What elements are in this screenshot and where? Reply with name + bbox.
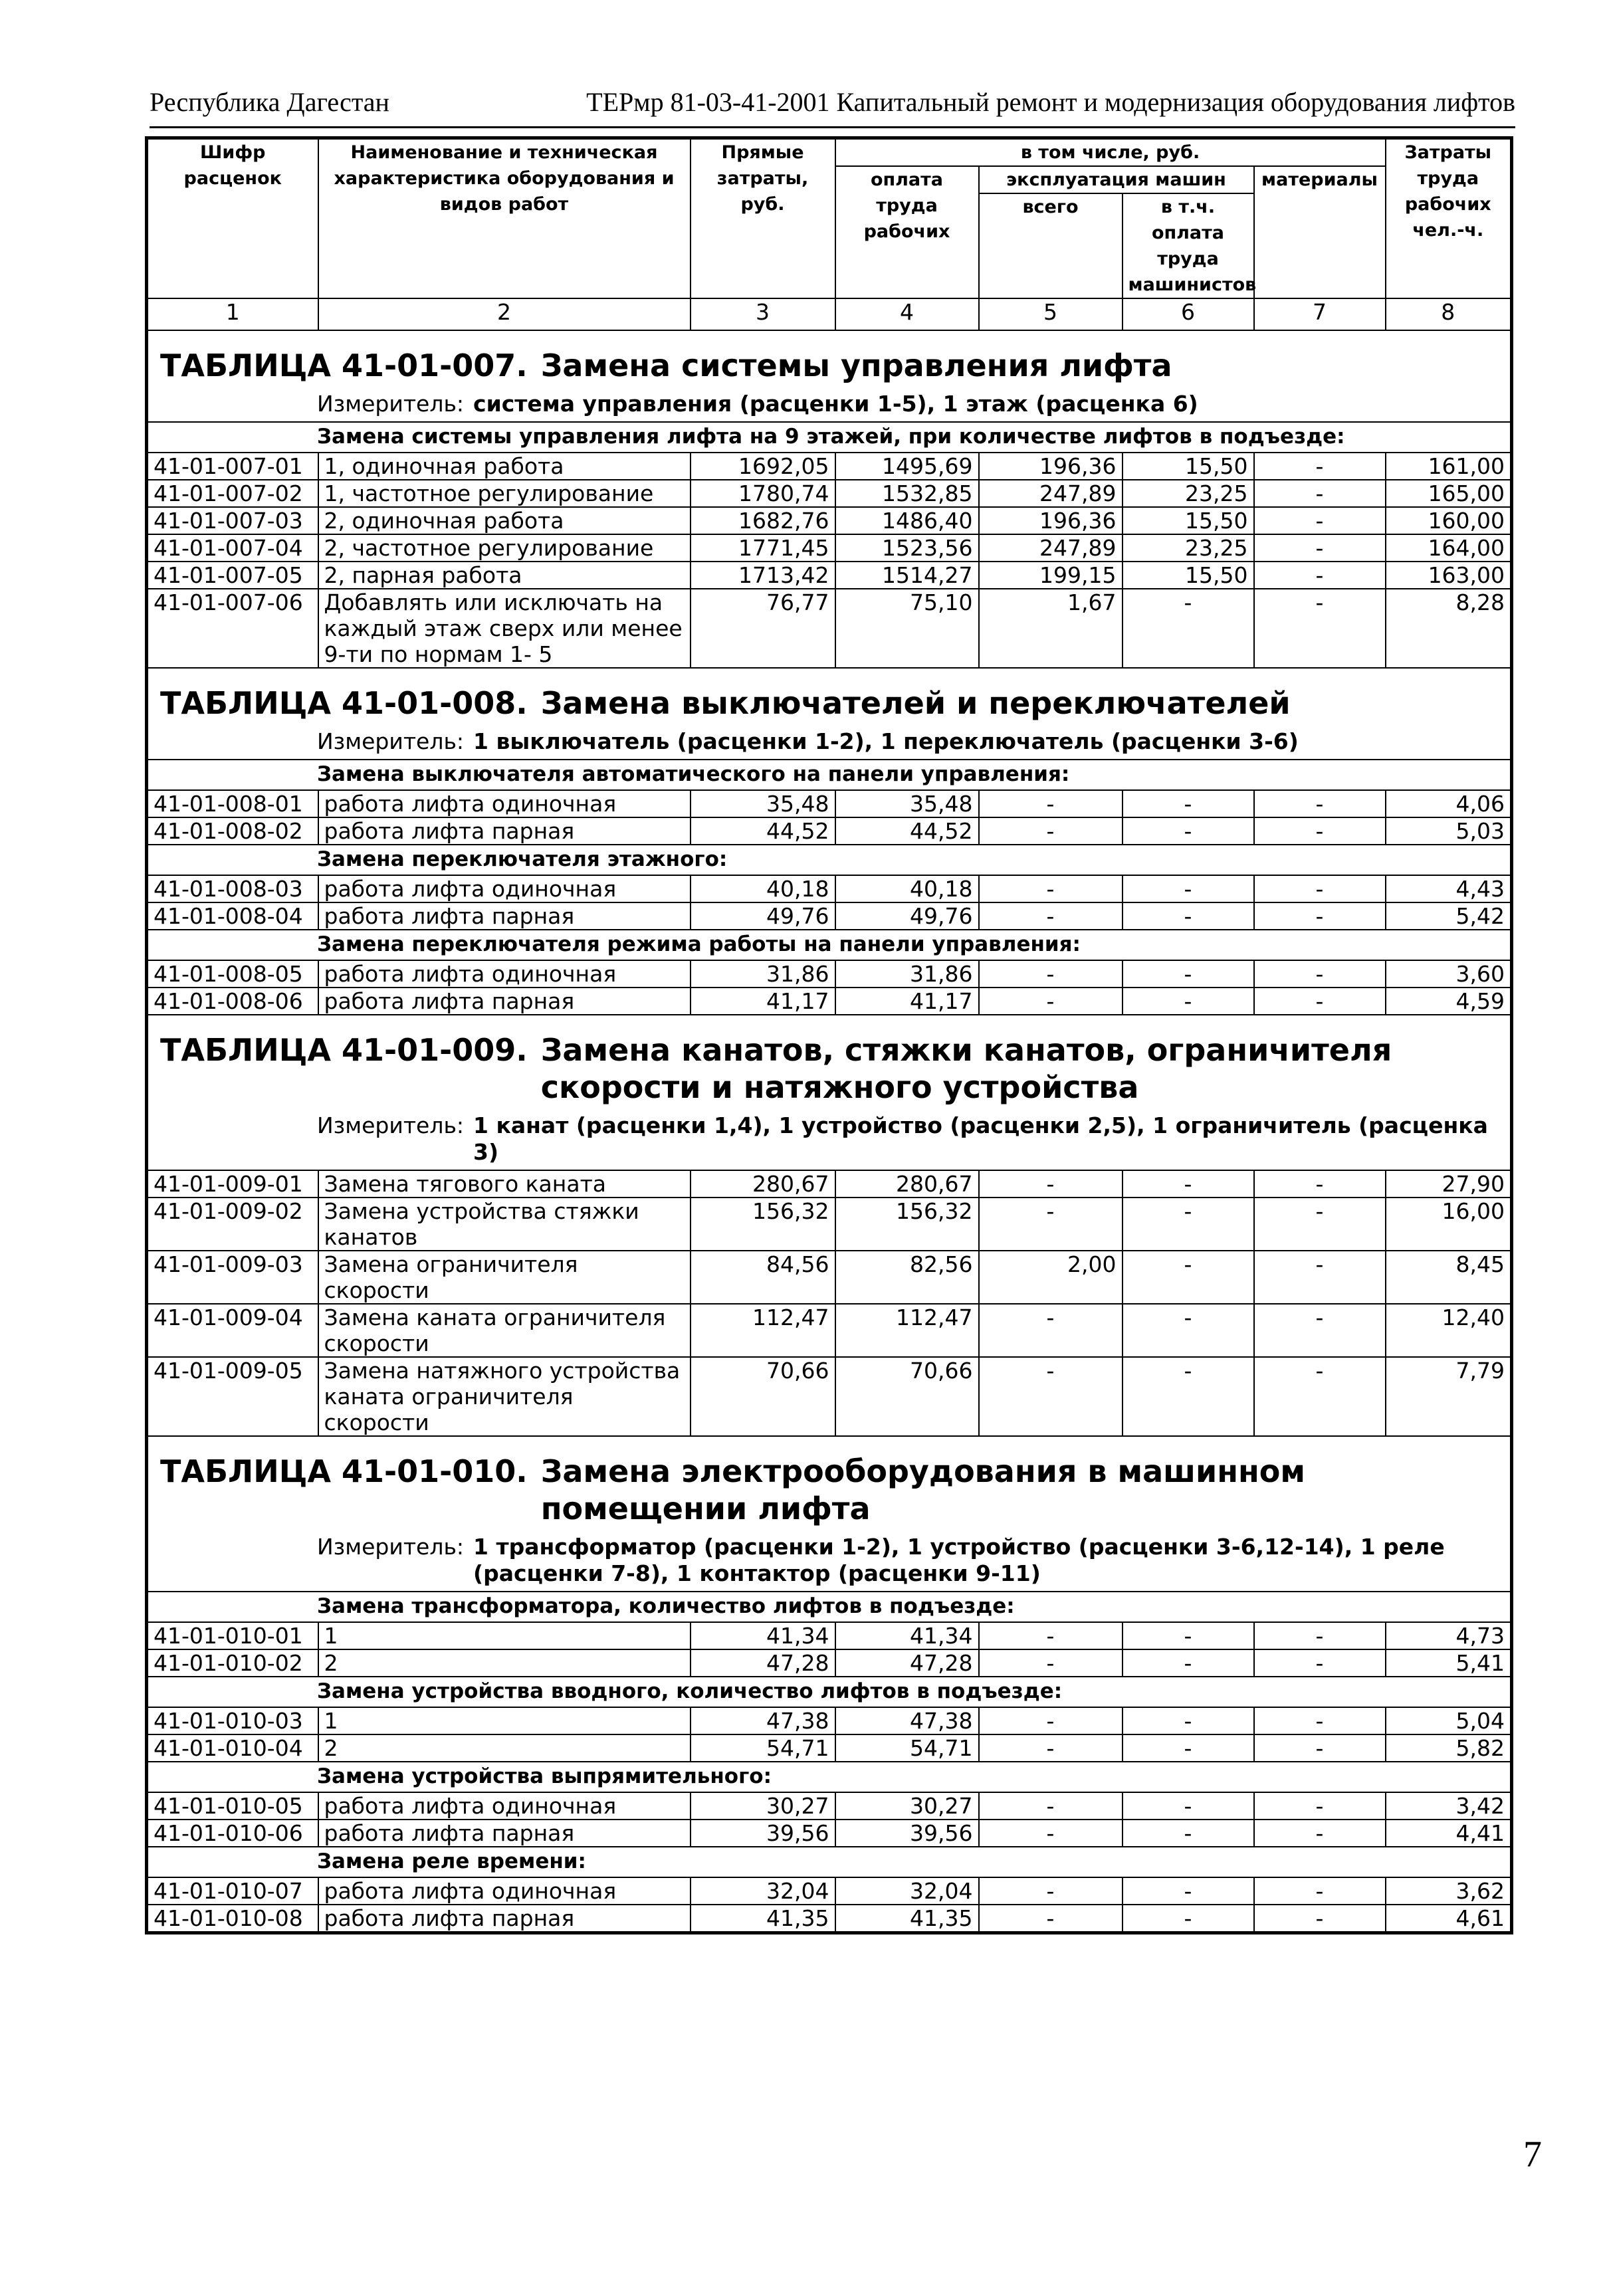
table-row (147, 988, 1512, 1015)
rate-code-cell: 41-01-009-02 (147, 1198, 318, 1251)
table-number: ТАБЛИЦА 41-01-008. (160, 685, 528, 721)
labor-pay-cell: 112,47 (835, 1304, 979, 1357)
table-row (147, 1198, 1512, 1251)
header-machines-total: всего (979, 193, 1123, 298)
column-number: 4 (835, 298, 979, 330)
table-row (147, 1792, 1512, 1820)
labor-hours-cell: 3,62 (1386, 1877, 1512, 1905)
labor-pay-cell: 44,52 (835, 817, 979, 845)
rate-code-cell: 41-01-010-07 (147, 1877, 318, 1905)
header-code: Шифр расценок (147, 138, 318, 299)
labor-hours-cell: 27,90 (1386, 1170, 1512, 1198)
meter (148, 1527, 1510, 1591)
materials-cell: - (1254, 1877, 1386, 1905)
operators-pay-cell: - (1123, 902, 1254, 930)
table-header (147, 138, 1512, 331)
price-table (145, 136, 1513, 1934)
page-number: 7 (1523, 2134, 1542, 2175)
operators-pay-cell: - (1123, 1905, 1254, 1933)
rate-code-cell: 41-01-007-05 (147, 562, 318, 589)
machines-total-cell: - (979, 1198, 1123, 1251)
meter (148, 722, 1510, 759)
work-name-cell: Замена натяжного устройства каната ограничителя скорости (318, 1357, 691, 1436)
column-number: 6 (1123, 298, 1254, 330)
group-subtitle: Замена выключателя автоматического на панели управления: (147, 760, 1512, 790)
labor-hours-cell: 160,00 (1386, 507, 1512, 534)
table-row (147, 1170, 1512, 1198)
direct-costs-cell: 40,18 (691, 875, 835, 902)
table-row (147, 817, 1512, 845)
machines-total-cell: - (979, 1622, 1123, 1649)
table-title: Замена выключателей и переключателей (540, 685, 1291, 721)
table-heading-row (147, 668, 1512, 760)
meter-text: 1 выключатель (расценки 1-2), 1 переключатель (расценки 3-6) (473, 728, 1299, 754)
meter-label: Измеритель: (317, 1112, 465, 1138)
labor-hours-cell: 16,00 (1386, 1198, 1512, 1251)
labor-hours-cell: 164,00 (1386, 534, 1512, 562)
work-name-cell: работа лифта парная (318, 988, 691, 1015)
machines-total-cell: - (979, 1820, 1123, 1847)
materials-cell: - (1254, 1792, 1386, 1820)
group-subtitle-row (147, 422, 1512, 453)
group-subtitle: Замена переключателя этажного: (147, 845, 1512, 875)
table-row (147, 875, 1512, 902)
machines-total-cell: - (979, 875, 1123, 902)
machines-total-cell: - (979, 1304, 1123, 1357)
machines-total-cell: 1,67 (979, 589, 1123, 668)
labor-pay-cell: 49,76 (835, 902, 979, 930)
labor-pay-cell: 82,56 (835, 1251, 979, 1304)
labor-hours-cell: 5,03 (1386, 817, 1512, 845)
work-name-cell: 1 (318, 1622, 691, 1649)
materials-cell: - (1254, 988, 1386, 1015)
direct-costs-cell: 32,04 (691, 1877, 835, 1905)
operators-pay-cell: - (1123, 589, 1254, 668)
running-head-document-title: ТЕРмр 81-03-41-2001 Капитальный ремонт и модернизация оборудования лифтов (586, 87, 1515, 117)
direct-costs-cell: 70,66 (691, 1357, 835, 1436)
work-name-cell: 1, одиночная работа (318, 453, 691, 480)
labor-hours-cell: 12,40 (1386, 1304, 1512, 1357)
labor-pay-cell: 39,56 (835, 1820, 979, 1847)
table-row (147, 480, 1512, 507)
labor-pay-cell: 156,32 (835, 1198, 979, 1251)
rate-code-cell: 41-01-008-06 (147, 988, 318, 1015)
table-row (147, 1649, 1512, 1677)
column-number: 2 (318, 298, 691, 330)
work-name-cell: 1 (318, 1707, 691, 1734)
labor-pay-cell: 30,27 (835, 1792, 979, 1820)
materials-cell: - (1254, 875, 1386, 902)
materials-cell: - (1254, 1357, 1386, 1436)
table-row (147, 1707, 1512, 1734)
column-number-row (147, 298, 1512, 330)
operators-pay-cell: 15,50 (1123, 562, 1254, 589)
labor-hours-cell: 161,00 (1386, 453, 1512, 480)
machines-total-cell: - (979, 817, 1123, 845)
machines-total-cell: - (979, 1877, 1123, 1905)
labor-hours-cell: 4,43 (1386, 875, 1512, 902)
column-number: 8 (1386, 298, 1512, 330)
column-number: 1 (147, 298, 318, 330)
meter-label: Измеритель: (317, 728, 465, 754)
group-subtitle-row (147, 845, 1512, 875)
machines-total-cell: - (979, 1792, 1123, 1820)
operators-pay-cell: - (1123, 988, 1254, 1015)
operators-pay-cell: - (1123, 1198, 1254, 1251)
group-subtitle: Замена реле времени: (147, 1847, 1512, 1877)
materials-cell: - (1254, 902, 1386, 930)
table-row (147, 1734, 1512, 1762)
materials-cell: - (1254, 960, 1386, 988)
direct-costs-cell: 1780,74 (691, 480, 835, 507)
meter-text: 1 трансформатор (расценки 1-2), 1 устройство (расценки 3-6,12-14), 1 реле (расценки 7-8), 1 контактор (расценки 9-11) (473, 1534, 1445, 1586)
table-heading (148, 331, 1510, 384)
operators-pay-cell: - (1123, 960, 1254, 988)
materials-cell: - (1254, 1649, 1386, 1677)
work-name-cell: 2, одиночная работа (318, 507, 691, 534)
rate-code-cell: 41-01-009-05 (147, 1357, 318, 1436)
table-number: ТАБЛИЦА 41-01-009. (160, 1032, 528, 1068)
machines-total-cell: 247,89 (979, 534, 1123, 562)
operators-pay-cell: - (1123, 817, 1254, 845)
operators-pay-cell: 23,25 (1123, 534, 1254, 562)
table-row (147, 562, 1512, 589)
group-subtitle: Замена устройства вводного, количество лифтов в подъезде: (147, 1677, 1512, 1707)
table-row (147, 507, 1512, 534)
header-name: Наименование и техническая характеристика оборудования и видов работ (318, 138, 691, 299)
machines-total-cell: - (979, 1734, 1123, 1762)
table-row (147, 589, 1512, 668)
machines-total-cell: 196,36 (979, 507, 1123, 534)
work-name-cell: 2 (318, 1734, 691, 1762)
direct-costs-cell: 280,67 (691, 1170, 835, 1198)
work-name-cell: 2 (318, 1649, 691, 1677)
operators-pay-cell: - (1123, 1820, 1254, 1847)
table-row (147, 902, 1512, 930)
labor-pay-cell: 1495,69 (835, 453, 979, 480)
column-number: 5 (979, 298, 1123, 330)
table-row (147, 1877, 1512, 1905)
operators-pay-cell: - (1123, 1622, 1254, 1649)
materials-cell: - (1254, 1734, 1386, 1762)
labor-pay-cell: 70,66 (835, 1357, 979, 1436)
labor-hours-cell: 4,59 (1386, 988, 1512, 1015)
machines-total-cell: - (979, 988, 1123, 1015)
work-name-cell: работа лифта парная (318, 902, 691, 930)
rate-code-cell: 41-01-010-06 (147, 1820, 318, 1847)
direct-costs-cell: 41,17 (691, 988, 835, 1015)
direct-costs-cell: 1692,05 (691, 453, 835, 480)
machines-total-cell: - (979, 902, 1123, 930)
operators-pay-cell: 23,25 (1123, 480, 1254, 507)
labor-hours-cell: 4,41 (1386, 1820, 1512, 1847)
table-heading-row (147, 1436, 1512, 1592)
table-row (147, 1251, 1512, 1304)
operators-pay-cell: - (1123, 1877, 1254, 1905)
running-head-region: Республика Дагестан (150, 87, 389, 117)
table-title: Замена системы управления лифта (540, 348, 1172, 383)
group-subtitle-row (147, 1762, 1512, 1792)
rate-code-cell: 41-01-008-02 (147, 817, 318, 845)
machines-total-cell: 247,89 (979, 480, 1123, 507)
labor-pay-cell: 280,67 (835, 1170, 979, 1198)
machines-total-cell: - (979, 1357, 1123, 1436)
labor-hours-cell: 5,04 (1386, 1707, 1512, 1734)
work-name-cell: работа лифта одиночная (318, 1792, 691, 1820)
materials-cell: - (1254, 1304, 1386, 1357)
work-name-cell: работа лифта одиночная (318, 960, 691, 988)
machines-total-cell: - (979, 1905, 1123, 1933)
machines-total-cell: 199,15 (979, 562, 1123, 589)
direct-costs-cell: 112,47 (691, 1304, 835, 1357)
work-name-cell: работа лифта одиночная (318, 1877, 691, 1905)
header-direct-costs: Прямые затраты, руб. (691, 138, 835, 299)
rate-code-cell: 41-01-010-04 (147, 1734, 318, 1762)
rate-code-cell: 41-01-007-04 (147, 534, 318, 562)
rate-code-cell: 41-01-009-04 (147, 1304, 318, 1357)
header-including: в том числе, руб. (835, 138, 1386, 167)
work-name-cell: 1, частотное регулирование (318, 480, 691, 507)
materials-cell: - (1254, 1251, 1386, 1304)
operators-pay-cell: - (1123, 1649, 1254, 1677)
rate-code-cell: 41-01-009-01 (147, 1170, 318, 1198)
direct-costs-cell: 1713,42 (691, 562, 835, 589)
labor-pay-cell: 41,17 (835, 988, 979, 1015)
operators-pay-cell: - (1123, 875, 1254, 902)
table-row (147, 534, 1512, 562)
table-row (147, 1357, 1512, 1436)
header-operators-pay: в т.ч. оплата труда машинистов (1123, 193, 1254, 298)
direct-costs-cell: 41,35 (691, 1905, 835, 1933)
work-name-cell: работа лифта парная (318, 1820, 691, 1847)
header-labor-hours: Затраты труда рабочих чел.-ч. (1386, 138, 1512, 299)
meter-text: 1 канат (расценки 1,4), 1 устройство (расценки 2,5), 1 ограничитель (расценка 3) (473, 1112, 1488, 1165)
labor-pay-cell: 1523,56 (835, 534, 979, 562)
rate-code-cell: 41-01-010-02 (147, 1649, 318, 1677)
labor-pay-cell: 1532,85 (835, 480, 979, 507)
direct-costs-cell: 44,52 (691, 817, 835, 845)
rate-code-cell: 41-01-010-05 (147, 1792, 318, 1820)
direct-costs-cell: 76,77 (691, 589, 835, 668)
rate-code-cell: 41-01-007-02 (147, 480, 318, 507)
work-name-cell: работа лифта парная (318, 817, 691, 845)
machines-total-cell: - (979, 1649, 1123, 1677)
work-name-cell: Добавлять или исключать на каждый этаж сверх или менее 9-ти по нормам 1- 5 (318, 589, 691, 668)
rate-code-cell: 41-01-009-03 (147, 1251, 318, 1304)
table-body (147, 330, 1512, 1933)
direct-costs-cell: 39,56 (691, 1820, 835, 1847)
group-subtitle: Замена устройства выпрямительного: (147, 1762, 1512, 1792)
table-row (147, 1622, 1512, 1649)
operators-pay-cell: - (1123, 1734, 1254, 1762)
materials-cell: - (1254, 562, 1386, 589)
table-heading (148, 669, 1510, 722)
work-name-cell: 2, парная работа (318, 562, 691, 589)
table-row (147, 790, 1512, 817)
materials-cell: - (1254, 1820, 1386, 1847)
materials-cell: - (1254, 1198, 1386, 1251)
group-subtitle-row (147, 1677, 1512, 1707)
rate-code-cell: 41-01-010-01 (147, 1622, 318, 1649)
direct-costs-cell: 47,28 (691, 1649, 835, 1677)
group-subtitle: Замена трансформатора, количество лифтов в подъезде: (147, 1592, 1512, 1622)
machines-total-cell: 2,00 (979, 1251, 1123, 1304)
rate-code-cell: 41-01-010-03 (147, 1707, 318, 1734)
header-machines: эксплуатация машин (979, 166, 1254, 193)
rate-code-cell: 41-01-008-03 (147, 875, 318, 902)
meter-label: Измеритель: (317, 391, 465, 417)
direct-costs-cell: 156,32 (691, 1198, 835, 1251)
group-subtitle: Замена переключателя режима работы на панели управления: (147, 930, 1512, 960)
running-head (150, 80, 1515, 128)
table-number: ТАБЛИЦА 41-01-007. (160, 348, 528, 383)
labor-pay-cell: 1486,40 (835, 507, 979, 534)
materials-cell: - (1254, 1170, 1386, 1198)
labor-pay-cell: 54,71 (835, 1734, 979, 1762)
labor-hours-cell: 5,42 (1386, 902, 1512, 930)
machines-total-cell: 196,36 (979, 453, 1123, 480)
materials-cell: - (1254, 453, 1386, 480)
operators-pay-cell: - (1123, 1357, 1254, 1436)
table-row (147, 1304, 1512, 1357)
table-heading-row (147, 1015, 1512, 1170)
work-name-cell: 2, частотное регулирование (318, 534, 691, 562)
labor-hours-cell: 4,06 (1386, 790, 1512, 817)
rate-code-cell: 41-01-007-03 (147, 507, 318, 534)
materials-cell: - (1254, 534, 1386, 562)
direct-costs-cell: 35,48 (691, 790, 835, 817)
meter (148, 1106, 1510, 1170)
meter (148, 384, 1510, 421)
table-row (147, 1820, 1512, 1847)
labor-pay-cell: 47,28 (835, 1649, 979, 1677)
materials-cell: - (1254, 589, 1386, 668)
header-materials: материалы (1254, 166, 1386, 298)
direct-costs-cell: 47,38 (691, 1707, 835, 1734)
operators-pay-cell: - (1123, 790, 1254, 817)
labor-pay-cell: 47,38 (835, 1707, 979, 1734)
labor-hours-cell: 3,42 (1386, 1792, 1512, 1820)
direct-costs-cell: 30,27 (691, 1792, 835, 1820)
operators-pay-cell: - (1123, 1251, 1254, 1304)
materials-cell: - (1254, 1622, 1386, 1649)
materials-cell: - (1254, 817, 1386, 845)
direct-costs-cell: 49,76 (691, 902, 835, 930)
operators-pay-cell: 15,50 (1123, 507, 1254, 534)
direct-costs-cell: 31,86 (691, 960, 835, 988)
work-name-cell: Замена устройства стяжки канатов (318, 1198, 691, 1251)
table-row (147, 453, 1512, 480)
work-name-cell: работа лифта парная (318, 1905, 691, 1933)
labor-hours-cell: 4,61 (1386, 1905, 1512, 1933)
meter-label: Измеритель: (317, 1534, 465, 1560)
work-name-cell: Замена каната ограничителя скорости (318, 1304, 691, 1357)
operators-pay-cell: - (1123, 1792, 1254, 1820)
operators-pay-cell: 15,50 (1123, 453, 1254, 480)
table-title: Замена электрооборудования в машинном помещении лифта (540, 1453, 1305, 1526)
table-title: Замена канатов, стяжки канатов, ограничителя скорости и натяжного устройства (540, 1032, 1392, 1105)
labor-hours-cell: 8,28 (1386, 589, 1512, 668)
operators-pay-cell: - (1123, 1707, 1254, 1734)
table-heading (148, 1437, 1510, 1527)
group-subtitle-row (147, 930, 1512, 960)
labor-hours-cell: 4,73 (1386, 1622, 1512, 1649)
table-row (147, 1905, 1512, 1933)
operators-pay-cell: - (1123, 1170, 1254, 1198)
group-subtitle-row (147, 1847, 1512, 1877)
labor-hours-cell: 7,79 (1386, 1357, 1512, 1436)
header-labor-pay: оплата труда рабочих (835, 166, 979, 298)
group-subtitle-row (147, 760, 1512, 790)
labor-pay-cell: 40,18 (835, 875, 979, 902)
rate-code-cell: 41-01-007-06 (147, 589, 318, 668)
machines-total-cell: - (979, 1170, 1123, 1198)
work-name-cell: работа лифта одиночная (318, 875, 691, 902)
rate-code-cell: 41-01-008-05 (147, 960, 318, 988)
direct-costs-cell: 1771,45 (691, 534, 835, 562)
rate-code-cell: 41-01-010-08 (147, 1905, 318, 1933)
table-row (147, 960, 1512, 988)
labor-pay-cell: 75,10 (835, 589, 979, 668)
labor-pay-cell: 41,35 (835, 1905, 979, 1933)
direct-costs-cell: 41,34 (691, 1622, 835, 1649)
rate-code-cell: 41-01-008-01 (147, 790, 318, 817)
group-subtitle-row (147, 1592, 1512, 1622)
column-number: 3 (691, 298, 835, 330)
labor-hours-cell: 5,41 (1386, 1649, 1512, 1677)
work-name-cell: работа лифта одиночная (318, 790, 691, 817)
work-name-cell: Замена тягового каната (318, 1170, 691, 1198)
labor-pay-cell: 32,04 (835, 1877, 979, 1905)
machines-total-cell: - (979, 790, 1123, 817)
labor-hours-cell: 163,00 (1386, 562, 1512, 589)
operators-pay-cell: - (1123, 1304, 1254, 1357)
meter-text: система управления (расценки 1-5), 1 этаж (расценка 6) (473, 391, 1198, 417)
labor-hours-cell: 165,00 (1386, 480, 1512, 507)
work-name-cell: Замена ограничителя скорости (318, 1251, 691, 1304)
materials-cell: - (1254, 790, 1386, 817)
table-number: ТАБЛИЦА 41-01-010. (160, 1453, 528, 1489)
direct-costs-cell: 54,71 (691, 1734, 835, 1762)
rate-code-cell: 41-01-008-04 (147, 902, 318, 930)
materials-cell: - (1254, 507, 1386, 534)
materials-cell: - (1254, 480, 1386, 507)
direct-costs-cell: 1682,76 (691, 507, 835, 534)
table-heading (148, 1015, 1510, 1106)
labor-pay-cell: 31,86 (835, 960, 979, 988)
column-number: 7 (1254, 298, 1386, 330)
labor-hours-cell: 8,45 (1386, 1251, 1512, 1304)
rate-code-cell: 41-01-007-01 (147, 453, 318, 480)
labor-pay-cell: 41,34 (835, 1622, 979, 1649)
materials-cell: - (1254, 1707, 1386, 1734)
direct-costs-cell: 84,56 (691, 1251, 835, 1304)
labor-hours-cell: 5,82 (1386, 1734, 1512, 1762)
materials-cell: - (1254, 1905, 1386, 1933)
labor-pay-cell: 35,48 (835, 790, 979, 817)
machines-total-cell: - (979, 1707, 1123, 1734)
group-subtitle: Замена системы управления лифта на 9 этажей, при количестве лифтов в подъезде: (147, 422, 1512, 453)
labor-hours-cell: 3,60 (1386, 960, 1512, 988)
machines-total-cell: - (979, 960, 1123, 988)
table-heading-row (147, 330, 1512, 422)
labor-pay-cell: 1514,27 (835, 562, 979, 589)
